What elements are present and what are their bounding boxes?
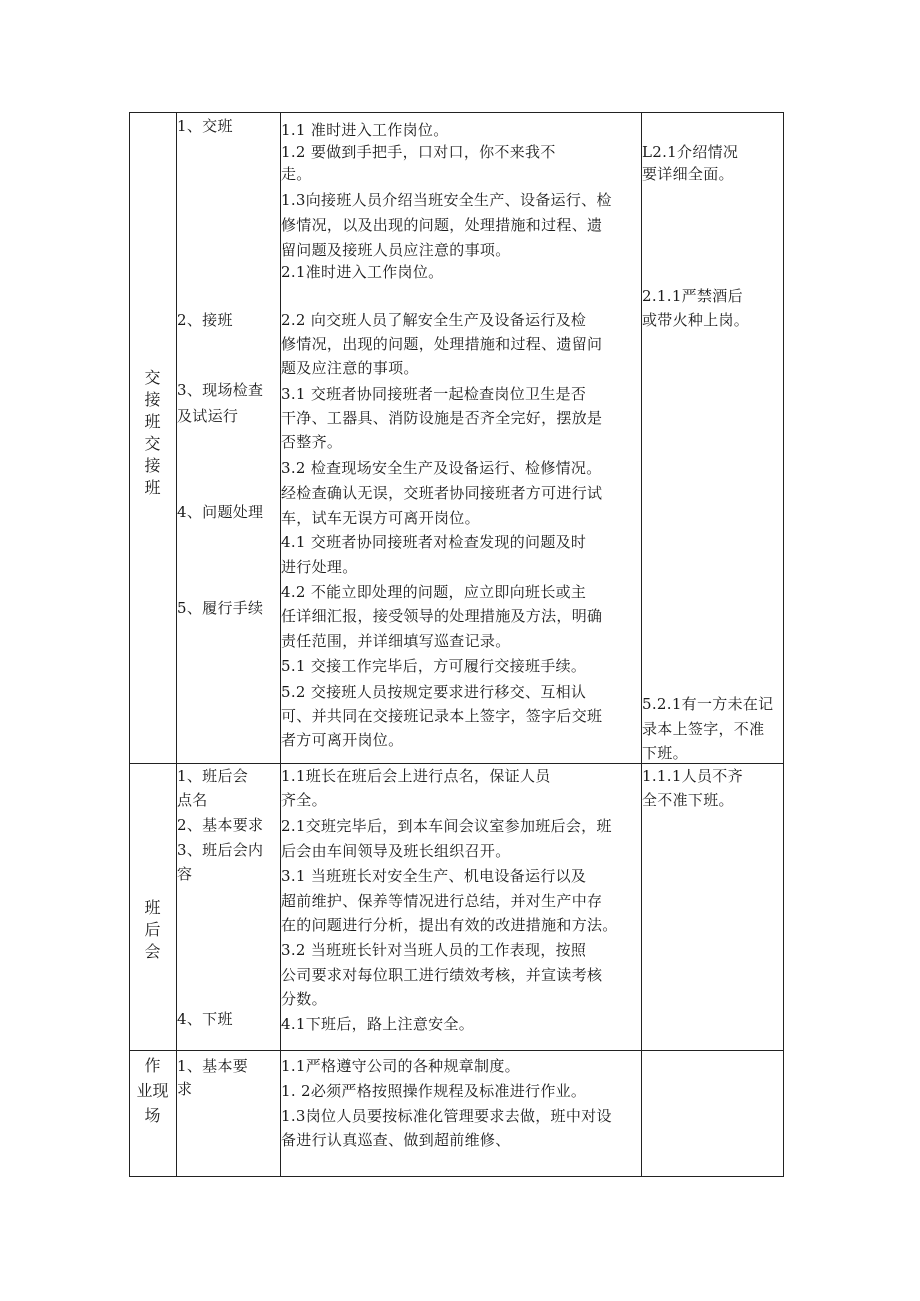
content-line: 4.2 不能立即处理的问题，应立即向班长或主: [281, 583, 587, 601]
content-line: 修情况，出现的问题，处理措施和过程、遗留问: [281, 335, 603, 353]
content-line: 经检查确认无误，交班者协同接班者方可进行试: [281, 484, 603, 502]
note-line: 要详细全面。: [642, 165, 734, 183]
row-divider: [129, 1050, 784, 1051]
step-label: 5、履行手续: [177, 599, 264, 617]
table-border-right: [783, 112, 784, 1177]
step-label: 及试运行: [177, 407, 239, 425]
content-line: 2.1准时进入工作岗位。: [281, 263, 444, 281]
content-line: 备进行认真巡查、做到超前维修、: [281, 1131, 511, 1149]
content-line: 公司要求对每位职工进行绩效考核，并宣读考核: [281, 966, 603, 984]
content-line: 齐全。: [281, 791, 327, 809]
step-label: 容: [177, 865, 193, 883]
content-line: 2.2 向交班人员了解安全生产及设备运行及检: [281, 311, 587, 329]
content-line: 修情况，以及出现的问题，处理措施和过程、遗: [281, 216, 603, 234]
content-line: 2.1交班完毕后，到本车间会议室参加班后会，班: [281, 817, 612, 835]
step-label: 3、现场检查: [177, 381, 264, 399]
content-line: 在的问题进行分析，提出有效的改进措施和方法。: [281, 916, 618, 934]
content-line: 超前维护、保养等情况进行总结，并对生产中存: [281, 892, 603, 910]
category-char: 交: [144, 434, 161, 453]
content-line: 3.2 检查现场安全生产及设备运行、检修情况。: [281, 459, 602, 477]
content-line: 1. 2必须严格按照操作规程及标准进行作业。: [281, 1082, 587, 1100]
step-label: 1、交班: [177, 117, 233, 135]
content-line: 3.1 当班班长对安全生产、机电设备运行以及: [281, 867, 587, 885]
content-line: 者方可离开岗位。: [281, 731, 404, 749]
category-char: 场: [144, 1106, 161, 1125]
content-line: 4.1下班后，路上注意安全。: [281, 1015, 475, 1033]
step-label: 4、问题处理: [177, 503, 264, 521]
category-char: 班: [144, 478, 161, 497]
content-line: 3.2 当班班长针对当班人员的工作表现，按照: [281, 941, 587, 959]
table-border-left: [129, 112, 130, 1177]
content-line: 1.3向接班人员介绍当班安全生产、设备运行、检: [281, 191, 612, 209]
category-char: 会: [144, 942, 161, 961]
category-char: 班: [144, 412, 161, 431]
step-label: 3、班后会内: [177, 841, 264, 859]
step-label: 求: [177, 1080, 193, 1098]
note-line: 5.2.1有一方未在记: [642, 695, 774, 713]
category-char: 作: [144, 1056, 161, 1075]
step-label: 1、基本要: [177, 1057, 249, 1075]
content-line: 干净、工器具、消防设施是否齐全完好，摆放是: [281, 409, 603, 427]
content-line: 1.1 准时进入工作岗位。: [281, 121, 449, 139]
table-border-bottom: [129, 1176, 784, 1177]
category-char: 接: [144, 390, 161, 409]
procedure-table: [129, 112, 784, 1177]
category-char: 接: [144, 456, 161, 475]
note-line: 下班。: [642, 744, 688, 762]
category-char: 交: [144, 368, 161, 387]
step-label: 4、下班: [177, 1010, 233, 1028]
content-line: 4.1 交班者协同接班者对检查发现的问题及时: [281, 533, 587, 551]
note-line: L2.1介绍情况: [642, 143, 739, 161]
category-char: 业现: [136, 1081, 169, 1100]
content-line: 走。: [281, 165, 312, 183]
note-line: 全不准下班。: [642, 791, 734, 809]
content-line: 后会由车间领导及班长组织召开。: [281, 842, 511, 860]
content-line: 任详细汇报，接受领导的处理措施及方法，明确: [281, 607, 603, 625]
note-line: 或带火种上岗。: [642, 311, 750, 329]
column-divider: [641, 112, 642, 1177]
note-line: 2.1.1严禁酒后: [642, 287, 743, 305]
note-line: 录本上签字，不准: [642, 720, 765, 738]
content-line: 进行处理。: [281, 558, 358, 576]
content-line: 3.1 交班者协同接班者一起检查岗位卫生是否: [281, 385, 587, 403]
content-line: 可、并共同在交接班记录本上签字，签字后交班: [281, 707, 603, 725]
step-label: 点名: [177, 791, 208, 809]
step-label: 2、接班: [177, 311, 233, 329]
note-line: 1.1.1人员不齐: [642, 767, 743, 785]
category-char: 后: [144, 920, 161, 939]
content-line: 1.2 要做到手把手，口对口，你不来我不: [281, 143, 556, 161]
content-line: 5.1 交接工作完毕后，方可履行交接班手续。: [281, 657, 587, 675]
content-line: 责任范围，并详细填写巡查记录。: [281, 632, 511, 650]
content-line: 1.3岗位人员要按标准化管理要求去做，班中对设: [281, 1107, 612, 1125]
content-line: 否整齐。: [281, 433, 343, 451]
step-label: 1、班后会: [177, 767, 249, 785]
category-char: 班: [144, 898, 161, 917]
content-line: 车，试车无误方可离开岗位。: [281, 509, 480, 527]
content-line: 5.2 交接班人员按规定要求进行移交、互相认: [281, 683, 587, 701]
content-line: 1.1班长在班后会上进行点名，保证人员: [281, 767, 551, 785]
content-line: 1.1严格遵守公司的各种规章制度。: [281, 1057, 520, 1075]
content-line: 题及应注意的事项。: [281, 359, 419, 377]
content-line: 留问题及接班人员应注意的事项。: [281, 241, 511, 259]
table-border-top: [129, 112, 784, 113]
content-line: 分数。: [281, 990, 327, 1008]
step-label: 2、基本要求: [177, 816, 264, 834]
